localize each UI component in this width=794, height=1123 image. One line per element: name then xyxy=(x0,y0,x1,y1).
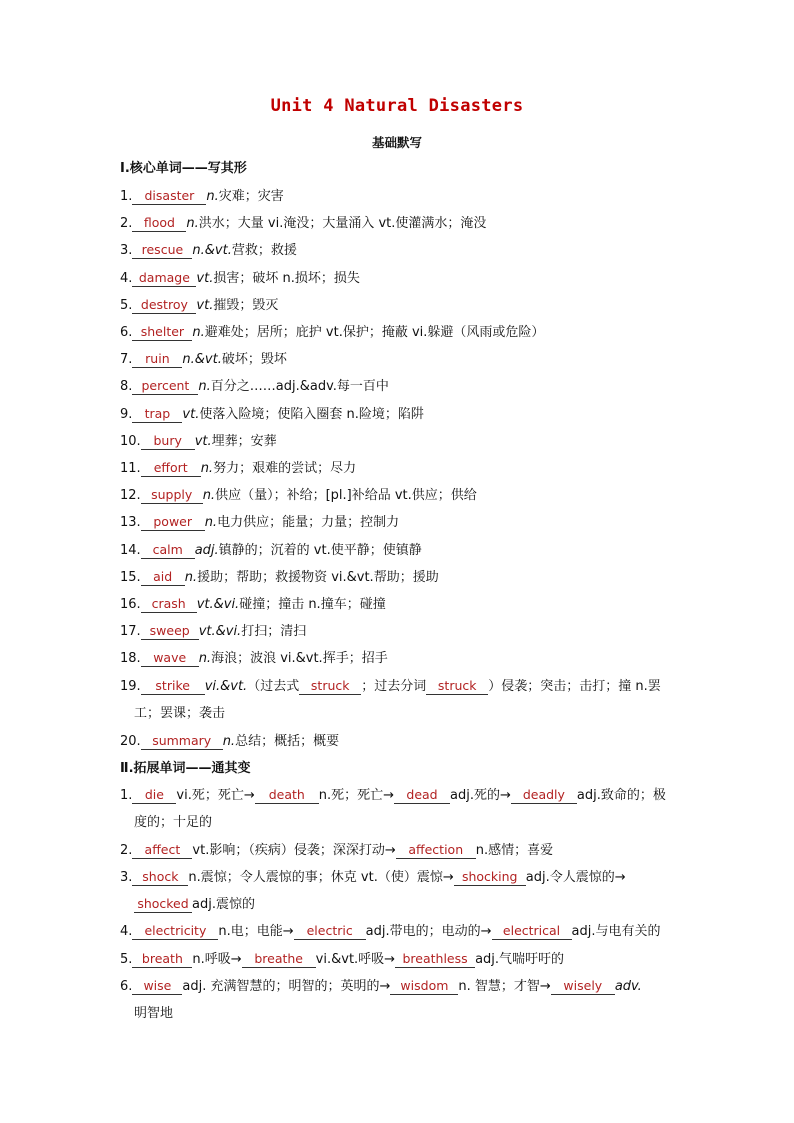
list-item xyxy=(120,297,680,315)
definition-text: adj.带电的；电动的→ xyxy=(365,924,492,939)
item-number: 17. xyxy=(120,624,141,639)
definition-text: 摧毁；毁灭 xyxy=(213,298,279,313)
item-number: 20. xyxy=(120,734,141,749)
definition-text: n.呼吸→ xyxy=(192,952,242,967)
item-number: 6. xyxy=(120,325,133,340)
definition-text: 海浪；波浪 vi.&vt.挥手；招手 xyxy=(211,651,388,666)
definition-text: 镇静的；沉着的 vt.使平静；使镇静 xyxy=(218,543,422,558)
definition-text: adj.与电有关的 xyxy=(571,924,661,939)
item-number: 4. xyxy=(120,271,133,286)
item-number: 12. xyxy=(120,488,141,503)
page-subtitle: 基础默写 xyxy=(371,135,422,150)
definition-text: 援助；帮助；救援物资 vi.&vt.帮助；援助 xyxy=(197,570,439,585)
part-of-speech: n.&vt. xyxy=(182,352,222,367)
part-of-speech: vt. xyxy=(194,434,212,449)
answer-blank[interactable]: breath xyxy=(132,951,192,968)
definition-text: adj.震惊的 xyxy=(192,897,255,912)
derivation-row-5 xyxy=(120,951,680,969)
part-of-speech: vi.&vt. xyxy=(204,679,248,694)
definition-text: n.感情；喜爱 xyxy=(475,843,554,858)
answer-blank[interactable]: struck xyxy=(426,678,488,695)
answer-blank[interactable]: affection xyxy=(396,842,476,859)
item-number: 3. xyxy=(120,243,133,258)
answer-blank[interactable]: flood xyxy=(132,215,186,232)
item-number: 11. xyxy=(120,461,141,476)
definition-text: n.电；电能→ xyxy=(218,924,294,939)
definition-text: 洪水；大量 vi.淹没；大量涌入 vt.使灌满水；淹没 xyxy=(198,216,487,231)
definition-text: 供应（量）；补给；[pl.]补给品 vt.供应；供给 xyxy=(215,488,477,503)
item-number: 19. xyxy=(120,679,141,694)
answer-blank[interactable]: wisdom xyxy=(390,978,458,995)
answer-blank[interactable]: bury xyxy=(141,433,195,450)
answer-blank[interactable]: shocked xyxy=(134,896,192,913)
derivation-row-1 xyxy=(120,787,680,805)
derivation-row-6-continued: 明智地 xyxy=(134,1006,174,1021)
definition-text: ；过去分词 xyxy=(361,679,427,694)
item-number: 8. xyxy=(120,379,133,394)
definition-text: adj.死的→ xyxy=(450,788,511,803)
definition-text: 使落入险境；使陷入圈套 n.险境；陷阱 xyxy=(199,407,424,422)
item-number: 16. xyxy=(120,597,141,612)
definition-text: 打扫；清扫 xyxy=(241,624,307,639)
list-item xyxy=(120,215,680,233)
item-number: 6. xyxy=(120,979,133,994)
definition-text: 破坏；毁坏 xyxy=(221,352,287,367)
answer-blank[interactable]: calm xyxy=(141,542,195,559)
answer-blank[interactable]: effort xyxy=(141,460,201,477)
answer-blank[interactable]: death xyxy=(255,787,319,804)
derivation-row-2 xyxy=(120,842,680,860)
item-number: 5. xyxy=(120,298,133,313)
answer-blank[interactable]: power xyxy=(141,514,205,531)
list-item xyxy=(120,406,680,424)
list-item xyxy=(120,650,680,668)
list-item xyxy=(120,270,680,288)
definition-text: 总结；概括；概要 xyxy=(235,734,340,749)
item-number: 14. xyxy=(120,543,141,558)
item-number: 10. xyxy=(120,434,141,449)
item-number: 2. xyxy=(120,216,133,231)
answer-blank[interactable]: trap xyxy=(132,406,182,423)
definition-text: adj.气喘吁吁的 xyxy=(475,952,565,967)
item-number: 5. xyxy=(120,952,133,967)
answer-blank[interactable]: struck xyxy=(299,678,361,695)
answer-blank[interactable]: ruin xyxy=(132,351,182,368)
list-item xyxy=(120,242,680,260)
answer-blank[interactable]: shocking xyxy=(454,869,526,886)
definition-text: 避难处；居所；庇护 vt.保护；掩蔽 vi.躲避（风雨或危险） xyxy=(204,325,545,340)
definition-text: 碰撞；撞击 n.撞车；碰撞 xyxy=(239,597,386,612)
derivation-row-3 xyxy=(120,869,680,887)
item-number: 1. xyxy=(120,189,133,204)
part-of-speech: adj. xyxy=(194,543,219,558)
definition-text: 努力；艰难的尝试；尽力 xyxy=(213,461,357,476)
section-heading-1: Ⅰ.核心单词——写其形 xyxy=(120,161,247,176)
part-of-speech: vt.&vi. xyxy=(198,624,242,639)
answer-blank[interactable]: wave xyxy=(141,650,199,667)
answer-blank[interactable]: electrical xyxy=(492,923,572,940)
derivation-row-4 xyxy=(120,923,680,941)
definition-text: ）侵袭；突击；击打；撞 n.罢 xyxy=(488,679,661,694)
definition-text: （过去式 xyxy=(247,679,300,694)
part-of-speech: n. xyxy=(206,189,219,204)
answer-blank[interactable]: die xyxy=(132,787,176,804)
list-item xyxy=(120,460,680,478)
list-item xyxy=(120,351,680,369)
definition-text: vt.影响；（疾病）侵袭；深深打动→ xyxy=(192,843,396,858)
list-item-19-continued: 工；罢课；袭击 xyxy=(134,706,226,721)
answer-blank[interactable]: deadly xyxy=(511,787,577,804)
definition-text: 营救；救援 xyxy=(231,243,297,258)
part-of-speech: n. xyxy=(204,515,218,530)
item-number: 7. xyxy=(120,352,133,367)
definition-text: n. 智慧；才智→ xyxy=(458,979,551,994)
answer-blank[interactable]: wise xyxy=(132,978,182,995)
definition-text: n.死；死亡→ xyxy=(318,788,395,803)
definition-text: 损害；破坏 n.损坏；损失 xyxy=(213,271,360,286)
list-item xyxy=(120,433,680,451)
definition-text: adj.令人震惊的→ xyxy=(525,870,626,885)
answer-blank[interactable]: electric xyxy=(294,923,366,940)
answer-blank[interactable]: supply xyxy=(141,487,203,504)
answer-blank[interactable]: percent xyxy=(132,378,198,395)
page-title: Unit 4 Natural Disasters xyxy=(270,96,524,116)
item-number: 2. xyxy=(120,843,133,858)
item-number: 1. xyxy=(120,788,133,803)
definition-text: 灾难；灾害 xyxy=(218,189,284,204)
part-of-speech: n. xyxy=(202,488,216,503)
derivation-row-3-continued xyxy=(134,896,694,914)
answer-blank[interactable]: dead xyxy=(394,787,450,804)
answer-blank[interactable]: damage xyxy=(132,270,196,287)
part-of-speech: n. xyxy=(198,651,212,666)
item-number: 18. xyxy=(120,651,141,666)
list-item-20 xyxy=(120,733,680,751)
item-number: 4. xyxy=(120,924,133,939)
part-of-speech: adv. xyxy=(614,979,642,994)
definition-text: vi.死；死亡→ xyxy=(176,788,255,803)
part-of-speech: n.&vt. xyxy=(192,243,232,258)
part-of-speech: n. xyxy=(222,734,236,749)
definition-text: 埋葬；安葬 xyxy=(211,434,277,449)
definition-text: 百分之……adj.&adv.每一百中 xyxy=(210,379,389,394)
definition-text: adj. 充满智慧的；明智的；英明的→ xyxy=(182,979,391,994)
answer-blank[interactable]: breathe xyxy=(242,951,316,968)
list-item xyxy=(120,542,680,560)
part-of-speech: vt. xyxy=(182,407,200,422)
item-number: 3. xyxy=(120,870,133,885)
answer-blank[interactable]: summary xyxy=(141,733,223,750)
answer-blank[interactable]: affect xyxy=(132,842,192,859)
list-item xyxy=(120,188,680,206)
answer-blank[interactable]: shock xyxy=(132,869,188,886)
item-number: 15. xyxy=(120,570,141,585)
item-number: 13. xyxy=(120,515,141,530)
answer-blank[interactable]: shelter xyxy=(132,324,192,341)
list-item xyxy=(120,569,680,587)
derivation-row-6 xyxy=(120,978,680,996)
part-of-speech: vt.&vi. xyxy=(196,597,240,612)
answer-blank[interactable]: wisely xyxy=(551,978,615,995)
part-of-speech: n. xyxy=(192,325,205,340)
list-item xyxy=(120,623,680,641)
answer-blank[interactable]: disaster xyxy=(132,188,206,205)
answer-blank[interactable]: breathless xyxy=(395,951,475,968)
derivation-row-1-continued: 度的；十足的 xyxy=(134,815,213,830)
answer-blank[interactable]: aid xyxy=(141,569,185,586)
part-of-speech: n. xyxy=(198,379,211,394)
part-of-speech: n. xyxy=(186,216,199,231)
answer-blank[interactable]: crash xyxy=(141,596,197,613)
answer-blank[interactable]: strike xyxy=(141,678,205,695)
answer-blank[interactable]: destroy xyxy=(132,297,196,314)
part-of-speech: vt. xyxy=(196,271,214,286)
list-item xyxy=(120,596,680,614)
definition-text: n.震惊；令人震惊的事；休克 vt.（使）震惊→ xyxy=(188,870,454,885)
part-of-speech: n. xyxy=(184,570,198,585)
definition-text: adj.致命的；极 xyxy=(576,788,666,803)
list-item-19 xyxy=(120,678,680,696)
section-heading-2: Ⅱ.拓展单词——通其变 xyxy=(120,761,251,776)
list-item xyxy=(120,324,680,342)
definition-text: vi.&vt.呼吸→ xyxy=(315,952,396,967)
part-of-speech: n. xyxy=(200,461,214,476)
answer-blank[interactable]: rescue xyxy=(132,242,192,259)
part-of-speech: vt. xyxy=(196,298,214,313)
list-item xyxy=(120,514,680,532)
item-number: 9. xyxy=(120,407,133,422)
definition-text: 电力供应；能量；力量；控制力 xyxy=(217,515,400,530)
list-item xyxy=(120,378,680,396)
answer-blank[interactable]: electricity xyxy=(132,923,218,940)
list-item xyxy=(120,487,680,505)
answer-blank[interactable]: sweep xyxy=(141,623,199,640)
